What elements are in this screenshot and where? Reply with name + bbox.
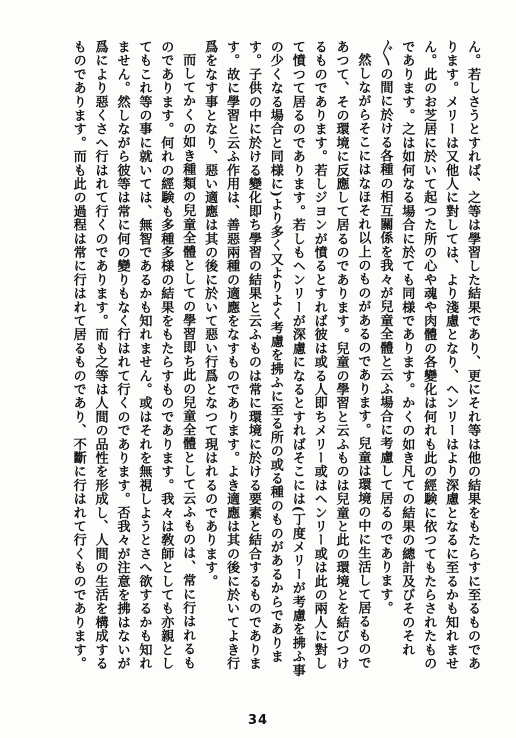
vertical-text-body [33,40,483,680]
paragraph-1: ん。若しさうとすれば、之等は學習した結果であり、更にそれ等は他の結果をもたらすに至るものであります。メリーは又他人に對しては、より淺慮となり、ヘンリーはより深慮となるに至るかも知れません。此のお芝居に於いて起つた所の心や魂や肉體の各變化は何れも此の經験に依つてもたらされたものであります。之は如何なる場合に於ても同様であります。かくの如き凡ての結果の總計及びそのそれ〴〵の間に於ける各種の相互關係を我々が兒童全體と云ふ場合に考慮して居るのであります。 [377,40,480,671]
page-number: 34 [247,713,269,728]
paragraph-2: 然しながらそこにはなほそれ以上のものがあるのであります。兒童は環境の中に生活して居るものであつて、その環境に反應して居るのであります。兒童の學習と云ふものは兒童と此の環境とを結びつけるものであります。若しジヨンが憤るとすれば彼は或る人即ちメリー或はヘンリー或は此の兩人に對して憤つて居るのであります。若しもヘンリーが深慮になるとすればそこには(丁度メリーが考慮を拂ふ事の少くなる場合と同様に)より多く又よりよく考慮を拂ふに至る所の或る種のものがあるからであります。子供の中に於ける變化即ち學習の結果と云ふものは常に環境に於ける要素と結合するものであります。故に學習と云ふ作用は、善惡兩種の適應をなすものであります。よき適應は其の後に於いてよき行爲をなす事となり、惡い適應は其の後に於いて惡い行爲となつて現はれるのであります。 [202,40,371,677]
paragraph-3: 而してかくの如き種類の兒童全體としての學習即ち此の兒童全體として云ふものは、常に行はれるものであります。何れの經験も多種多様の結果をもたらすものであります。我々は敎師としても亦親としてもこれ等の事に就いては、無智であるかも知れません。或はそれを無視しようとさへ欲するかも知れません。然しながら彼等は常に何の變りもなく行はれて行くのであります。否我々が注意を拂はないが爲により惡くさへ行はれて行くのであります。而も之等は人間の品性を形成し、人間の生活を構成するものであります。而も此の過程は常に行はれて居るものであり、不斷に行はれて行くものであります。 [70,40,196,671]
